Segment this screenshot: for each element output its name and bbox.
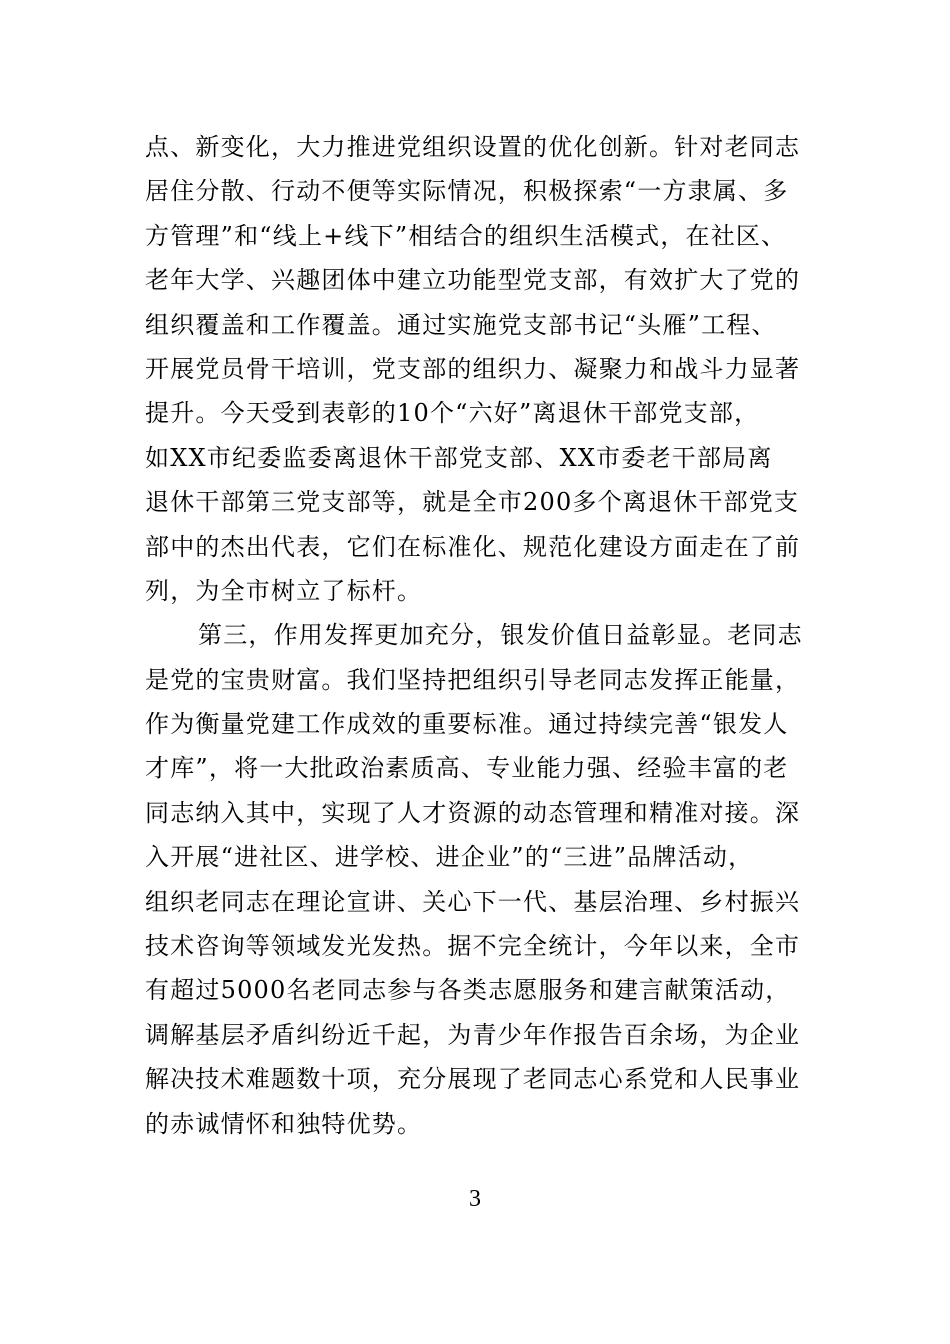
text-line: 才库”，将一大批政治素质高、专业能力强、经验丰富的老 bbox=[145, 754, 789, 783]
page-number: 3 bbox=[469, 1186, 481, 1212]
text-line: 入开展“进社区、进学校、进企业”的“三进”品牌活动， bbox=[145, 843, 754, 872]
text-line: 组织老同志在理论宣讲、关心下一代、基层治理、乡村振兴 bbox=[145, 887, 801, 916]
text-line: 解决技术难题数十项，充分展现了老同志心系党和人民事业 bbox=[145, 1065, 801, 1094]
text-line: 方管理”和“线上+线下”相结合的组织生活模式，在社区、 bbox=[145, 221, 787, 250]
text-line: 部中的杰出代表，它们在标准化、规范化建设方面走在了前 bbox=[145, 532, 801, 561]
text-line: 列，为全市树立了标杆。 bbox=[145, 576, 423, 605]
text-line: 是党的宝贵财富。我们坚持把组织引导老同志发挥正能量， bbox=[145, 665, 801, 694]
text-line: 的赤诚情怀和独特优势。 bbox=[145, 1109, 423, 1138]
text-line: 开展党员骨干培训，党支部的组织力、凝聚力和战斗力显著 bbox=[145, 354, 801, 383]
text-line: 技术咨询等领域发光发热。据不完全统计，今年以来，全市 bbox=[145, 932, 801, 961]
text-line: 如XX市纪委监委离退休干部党支部、XX市委老干部局离 bbox=[145, 443, 773, 472]
text-line: 同志纳入其中，实现了人才资源的动态管理和精准对接。深 bbox=[145, 798, 801, 827]
text-line: 点、新变化，大力推进党组织设置的优化创新。针对老同志 bbox=[145, 133, 801, 161]
body-text bbox=[145, 125, 815, 1146]
text-line: 提升。今天受到表彰的10个“六好”离退休干部党支部， bbox=[145, 399, 760, 428]
text-line: 作为衡量党建工作成效的重要标准。通过持续完善“银发人 bbox=[145, 710, 789, 739]
text-line: 调解基层矛盾纠纷近千起，为青少年作报告百余场，为企业 bbox=[145, 1020, 801, 1049]
paragraph-start-line: 第三，作用发挥更加充分，银发价值日益彰显。老同志 bbox=[198, 621, 803, 650]
text-line: 居住分散、行动不便等实际情况，积极探索“一方隶属、多 bbox=[145, 177, 789, 206]
text-line: 组织覆盖和工作覆盖。通过实施党支部书记“头雁”工程、 bbox=[145, 310, 777, 339]
text-line: 有超过5000名老同志参与各类志愿服务和建言献策活动， bbox=[145, 976, 791, 1005]
text-line: 退休干部第三党支部等，就是全市200多个离退休干部党支 bbox=[145, 488, 800, 517]
text-line: 老年大学、兴趣团体中建立功能型党支部，有效扩大了党的 bbox=[145, 266, 801, 295]
